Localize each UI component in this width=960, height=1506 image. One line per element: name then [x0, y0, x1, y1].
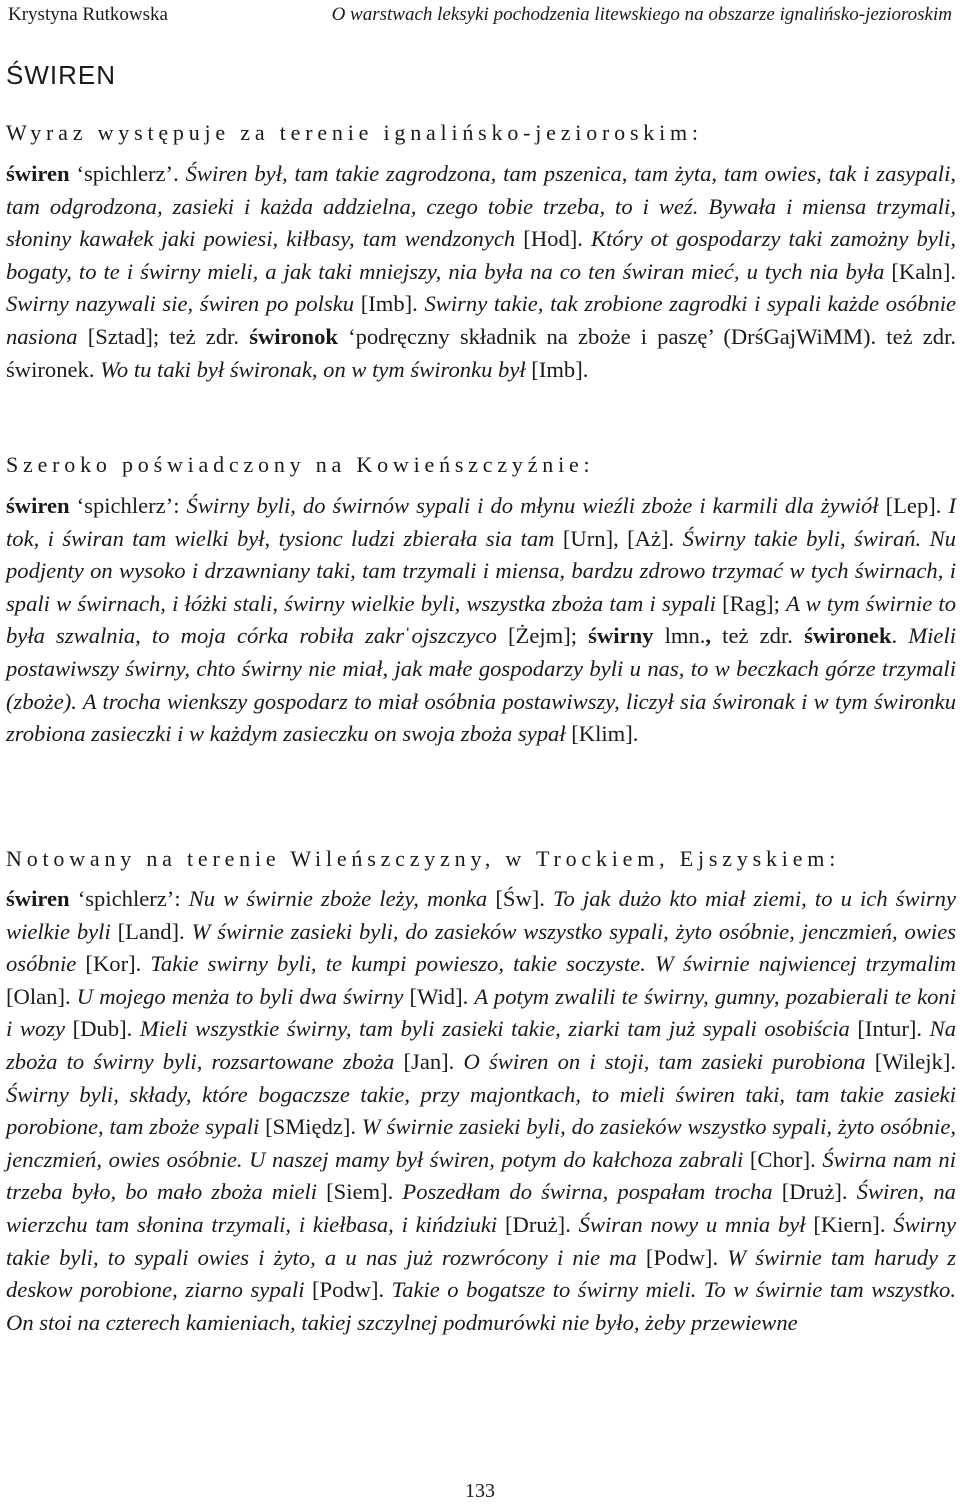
text-run: [Druż]. — [497, 1211, 579, 1237]
quotation: Wo tu taki był świronak, on w tym świronku był — [100, 356, 526, 382]
quotation: O świren on i stoji, tam zasieki purobiona — [463, 1048, 866, 1074]
headword: świrny — [588, 623, 654, 649]
quotation: U mojego menża to byli dwa świrny — [76, 983, 404, 1009]
headword: świren — [6, 493, 70, 518]
quotation: A w tym świrnie to była szwalnia, to moja córka robiła zakr — [6, 590, 956, 649]
quotation: Świren, na wierzchu tam słonina trzymali, i kiełbasa, i kińdziuki — [6, 1179, 956, 1237]
section-heading-3: Notowany na terenie Wileńszczyzny, w Trockiem, Ejszyskiem: — [6, 846, 841, 871]
headword: , — [705, 623, 712, 649]
text-run: [Św]. — [487, 886, 554, 911]
quotation: Świrny takie byli, to sypali owies i żyto, a u nas już rozwrócony i nie ma — [6, 1211, 957, 1270]
quotation: A potym zwalili te świrny, gumny, pozabierali te koni i wozy — [6, 983, 956, 1042]
text-run: [Urn], [Aż]. — [554, 525, 683, 551]
text-run: [Chor]. — [743, 1146, 823, 1172]
text-run: [Jan]. — [394, 1048, 464, 1074]
quotation: Świran nowy u mnia był — [578, 1211, 806, 1237]
text-run: [Siem]. — [317, 1179, 403, 1205]
text-run: [Podw]. — [304, 1277, 392, 1303]
text-run: [Żejm]; — [496, 623, 589, 649]
text-run: [Wilejk]. — [865, 1048, 956, 1074]
quotation: Świrna nam ni trzeba było, bo mało zboża mieli — [6, 1146, 957, 1205]
text-run: [Wid]. — [403, 983, 475, 1009]
quotation: Takie swirny byli, te kumpi powieszo, takie soczyste. W świrnie najwiencej trzymalim — [150, 951, 956, 977]
quotation: Nu w świrnie zboże leży, monka — [188, 886, 488, 911]
quotation: W świrnie zasieki byli, do zasieków wszystko sypali, żyto osóbnie, jenczmień, owies osóbnie — [6, 918, 957, 977]
quotation: I tok, i świran tam wielki był, tysionc ludzi zbierała sia tam — [6, 493, 956, 551]
quotation: Na zboża to świrny byli, rozsartowane zboża — [6, 1016, 956, 1074]
text-run: [Sztad]; też zdr. — [77, 323, 250, 349]
quotation: Świren był, tam takie zagrodzona, tam pszenica, tam żyta, tam owies, tak i zasypali, tam odgrodzona, zasieki i każda addzielna, czego tobie trzeba, to i weź. Bywała i miensa trzymali, słoniny kawałek jaki powiesi, kiłbasy, tam wendzonych — [6, 161, 956, 252]
section-body-1 — [6, 158, 956, 386]
quotation: Który ot gospodarzy taki zamożny byli, bogaty, to te i świrny mieli, a jak taki mniejszy, nia była na co ten świran mieć, u tych nia była — [6, 226, 956, 284]
text-run: [Dub]. — [65, 1016, 140, 1042]
header-article-title: O warstwach leksyki pochodzenia litewskiego na obszarze ignalińsko-jezioroskim — [331, 4, 952, 25]
text-run: [Klim]. — [565, 721, 639, 747]
quotation: Swirny nazywali sie, świren po polsku — [6, 291, 355, 317]
quotation: W świrnie zasieki byli, do zasieków wszystko sypali, żyto osóbnie, jenczmień, owies osóbnie. U naszej mamy był świren, potym do kałchoza zabrali — [6, 1114, 957, 1172]
quotation: W świrnie tam harudy z deskow porobione, ziarno sypali — [6, 1244, 956, 1303]
text-run: ‘spichlerz’: — [69, 493, 187, 518]
text-run: też zdr. — [711, 623, 805, 649]
section-body-3 — [6, 883, 956, 1339]
quotation: Swirny takie, tak zrobione zagrodki i sypali każde osóbnie nasiona — [6, 291, 957, 349]
quotation: To jak dużo kto miał ziemi, to u ich świrny wielkie byli — [6, 886, 956, 944]
text-run: . — [891, 623, 909, 649]
text-run: ‘spichlerz’: — [69, 886, 189, 911]
section-body-2 — [6, 490, 956, 751]
text-run: ‘podręczny składnik na zboże i paszę’ (DrśGajWiMM). też zdr. świronek. — [6, 323, 957, 382]
text-run: [Kaln]. — [884, 258, 957, 284]
text-run: [Podw]. — [636, 1244, 728, 1270]
quotation: Takie o bogatsze to świrny mieli. To w świrnie tam wszystko. On stoi na czterech kamieniach, takiej szczylnej podmurówki nie było, żeby przewiewne — [6, 1277, 956, 1335]
entry-title: ŚWIREN — [6, 60, 116, 90]
text-run: [Druż]. — [772, 1179, 857, 1205]
text-run: [Imb]. — [354, 291, 425, 317]
page-number: 133 — [465, 1480, 495, 1502]
section-heading-1: Wyraz występuje za terenie ignalińsko-jezioroskim: — [6, 120, 703, 145]
headword: świronok — [249, 323, 338, 349]
text-run: [Kiern]. — [805, 1211, 894, 1237]
text-run: [Imb]. — [525, 356, 589, 382]
text-run: ‘spichlerz’. — [69, 161, 186, 186]
running-header — [8, 0, 952, 30]
headword: świronek — [804, 623, 892, 649]
header-author: Krystyna Rutkowska — [8, 4, 168, 25]
quotation: Świrny takie byli, świrań. Nu podjenty on wysoko i drzawniany taki, tam trzymali i miensa, bardzu zdrowo trzymać w tych świrnach, i spali w świrnach, i łóżki stali, świrny wielkie byli, wszystka zboża tam i sypali — [6, 525, 956, 616]
text-run: [Olan]. — [6, 983, 77, 1009]
quotation: Mieli postawiwszy świrny, chto świrny nie miał, jak małe gospodarzy byli u nas, to w beczkach górze trzymali (zboże). A trocha wienkszy gospodarz to miał osóbnia postawiwszy, liczył sia świronak i w tym świronku zrobiona zasieczki i w każdym zasieczku on swoja zboża sypał — [6, 623, 957, 747]
quotation: ojszczyco — [411, 623, 497, 649]
text-run: [Rag]; — [715, 590, 787, 616]
text-run: ˈ — [404, 623, 412, 649]
headword: świren — [6, 886, 70, 911]
quotation: Świrny byli, do świrnów sypali i do młynu wieźli zboże i karmili dla żywiół — [186, 493, 879, 518]
quotation: Mieli wszystkie świrny, tam byli zasieki takie, ziarki tam już sypali osobiścia — [139, 1016, 850, 1042]
quotation: Poszedłam do świrna, pospałam trocha — [402, 1179, 773, 1205]
text-run: [Kor]. — [76, 951, 151, 977]
section-heading-2: Szeroko poświadczony na Kowieńszczyźnie: — [6, 452, 595, 477]
text-run: [Land]. — [110, 918, 192, 944]
text-run: lmn. — [653, 623, 706, 649]
text-run: [Hod]. — [515, 226, 592, 252]
headword: świren — [6, 161, 70, 186]
text-run: [Lep]. — [878, 493, 949, 518]
quotation: Świrny byli, składy, które bogaczsze takie, przy majontkach, to mieli świren taki, tam takie zasieki porobione, tam zboże sypali — [6, 1081, 956, 1140]
text-run: [SMiędz]. — [259, 1114, 362, 1140]
text-run: [Intur]. — [849, 1016, 930, 1042]
